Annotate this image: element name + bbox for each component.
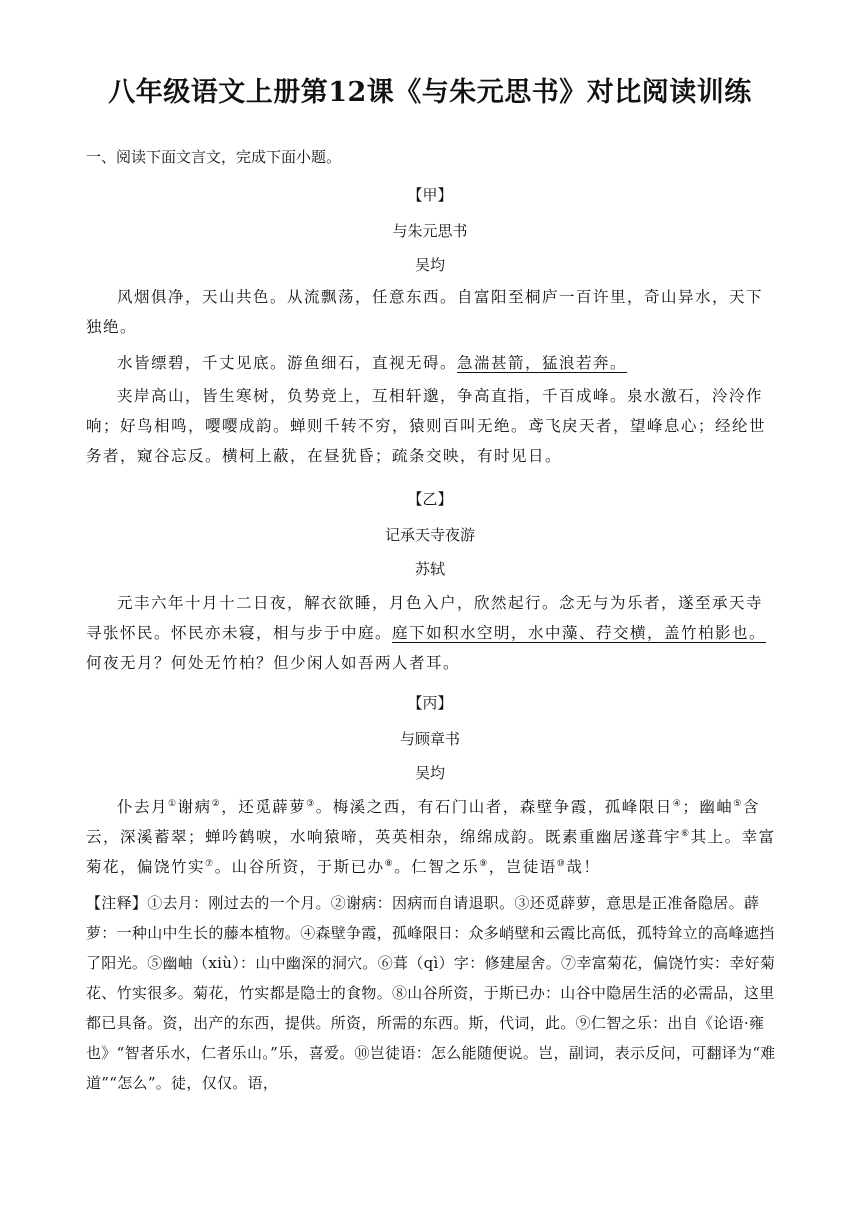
footnote-marker: ①	[168, 798, 178, 809]
section-yi-author: 苏轼	[414, 560, 445, 578]
annotations: 【注释】①去月：刚过去的一个月。②谢病：因病而自请退职。③还觅薜萝，意思是正准备隐居。薜萝：一种山中生长的藤本植物。④森壁争霞，孤峰限日：众多峭壁和云霞比高低，孤特耸立的高峰遮挡了阳光。⑤幽岫（xiù）：山中幽深的洞穴。⑥葺（qì）字：修建屋舍。⑦幸富菊花，偏饶竹实：幸好菊花、竹实很多。菊花，竹实都是隐士的食物。⑧山谷所资，于斯已办：山谷中隐居生活的必需品，这里都已具备。资，出产的东西，提供。所资，所需的东西。斯，代词，此。⑨仁智之乐：出自《论语·雍也》“智者乐水，仁者乐山。”乐，喜爱。⑩岂徒语：怎么能随便说。岂，副词，表示反问，可翻译为“难道”“怎么”。徒，仅仅。语，	[86, 894, 776, 1092]
bing-text: 。山谷所资，于斯已办	[214, 858, 385, 876]
bing-text: ，岂徒语	[488, 858, 557, 876]
bing-text: 其上。幸富菊花，偏饶竹实	[86, 828, 776, 876]
bing-text: 。仁智之乐	[394, 858, 480, 876]
page-title: 八年级语文上册第12课《与朱元思书》对比阅读训练	[108, 77, 752, 108]
yi-underlined-sentence: 庭下如积水空明，水中藻、荇交横，盖竹柏影也。	[392, 624, 767, 642]
section-bing-mark: 【丙】	[407, 694, 453, 712]
footnote-marker: ⑧	[384, 858, 395, 869]
jia-paragraph-3: 夹岸高山，皆生寒树，负势竞上，互相轩邈，争高直指，千百成峰。泉水激石，泠泠作响；好鸟相鸣，嘤嘤成韵。蝉则千转不穷，猿则百叫无绝。鸢飞戾天者，望峰息心；经纶世务者，窥谷忘反。横柯上蔽，在昼犹昏；疏条交映，有时见日。	[86, 387, 767, 465]
jia-paragraph-1: 风烟俱净，天山共色。从流飘荡，任意东西。自富阳至桐庐一百许里，奇山异水，天下独绝。	[86, 288, 764, 336]
footnote-marker: ⑥	[681, 828, 691, 839]
bing-text: 仆去月	[117, 798, 169, 816]
jia-paragraph-2	[86, 348, 776, 378]
section-bing-author: 吴均	[414, 764, 445, 782]
footnote-marker: ⑤	[733, 798, 743, 809]
section-jia-title: 与朱元思书	[392, 222, 468, 240]
bing-text: ；幽岫	[682, 798, 734, 816]
bing-text: 含云，深溪蓄翠；蝉吟鹤唳，水响猿啼，英英相杂，绵绵成韵。既素重幽居遂葺宇	[86, 798, 760, 846]
section-jia-mark: 【甲】	[407, 186, 453, 204]
footnote-marker: ⑦	[205, 858, 215, 869]
section-bing-title: 与顾章书	[399, 730, 460, 748]
footnote-marker: ④	[672, 798, 683, 809]
footnote-marker: ⑩	[556, 858, 567, 869]
bing-text: 哉！	[566, 858, 601, 876]
bing-text: ，还觅薜萝	[221, 798, 307, 816]
jia-underlined-sentence: 急湍甚箭，猛浪若奔。	[457, 354, 628, 372]
section-yi-title: 记承天寺夜游	[384, 526, 475, 544]
section-yi-mark: 【乙】	[407, 490, 453, 508]
footnote-marker: ②	[211, 798, 222, 809]
section-jia-author: 吴均	[414, 256, 445, 274]
bing-text: 谢病	[177, 798, 212, 816]
yi-paragraph	[86, 588, 776, 678]
yi-text-a: 元丰六年十月十二日夜，解衣欲睡，月色入户，欣然起行。念无与为乐者，遂至承天寺寻张怀民。怀民亦未寝，相与步于中庭。	[86, 594, 764, 642]
yi-text-b: 何夜无月？何处无竹柏？但少闲人如吾两人者耳。	[86, 654, 461, 672]
bing-paragraph	[86, 792, 776, 882]
footnote-marker: ③	[306, 798, 316, 809]
question-prompt: 一、阅读下面文言文，完成下面小题。	[86, 148, 342, 166]
footnote-marker: ⑨	[479, 858, 489, 869]
jia-paragraph-2-text: 水皆缥碧，千丈见底。游鱼细石，直视无碍。	[117, 354, 458, 372]
bing-text: 。梅溪之西，有石门山者，森壁争霞，孤峰限日	[315, 798, 673, 816]
